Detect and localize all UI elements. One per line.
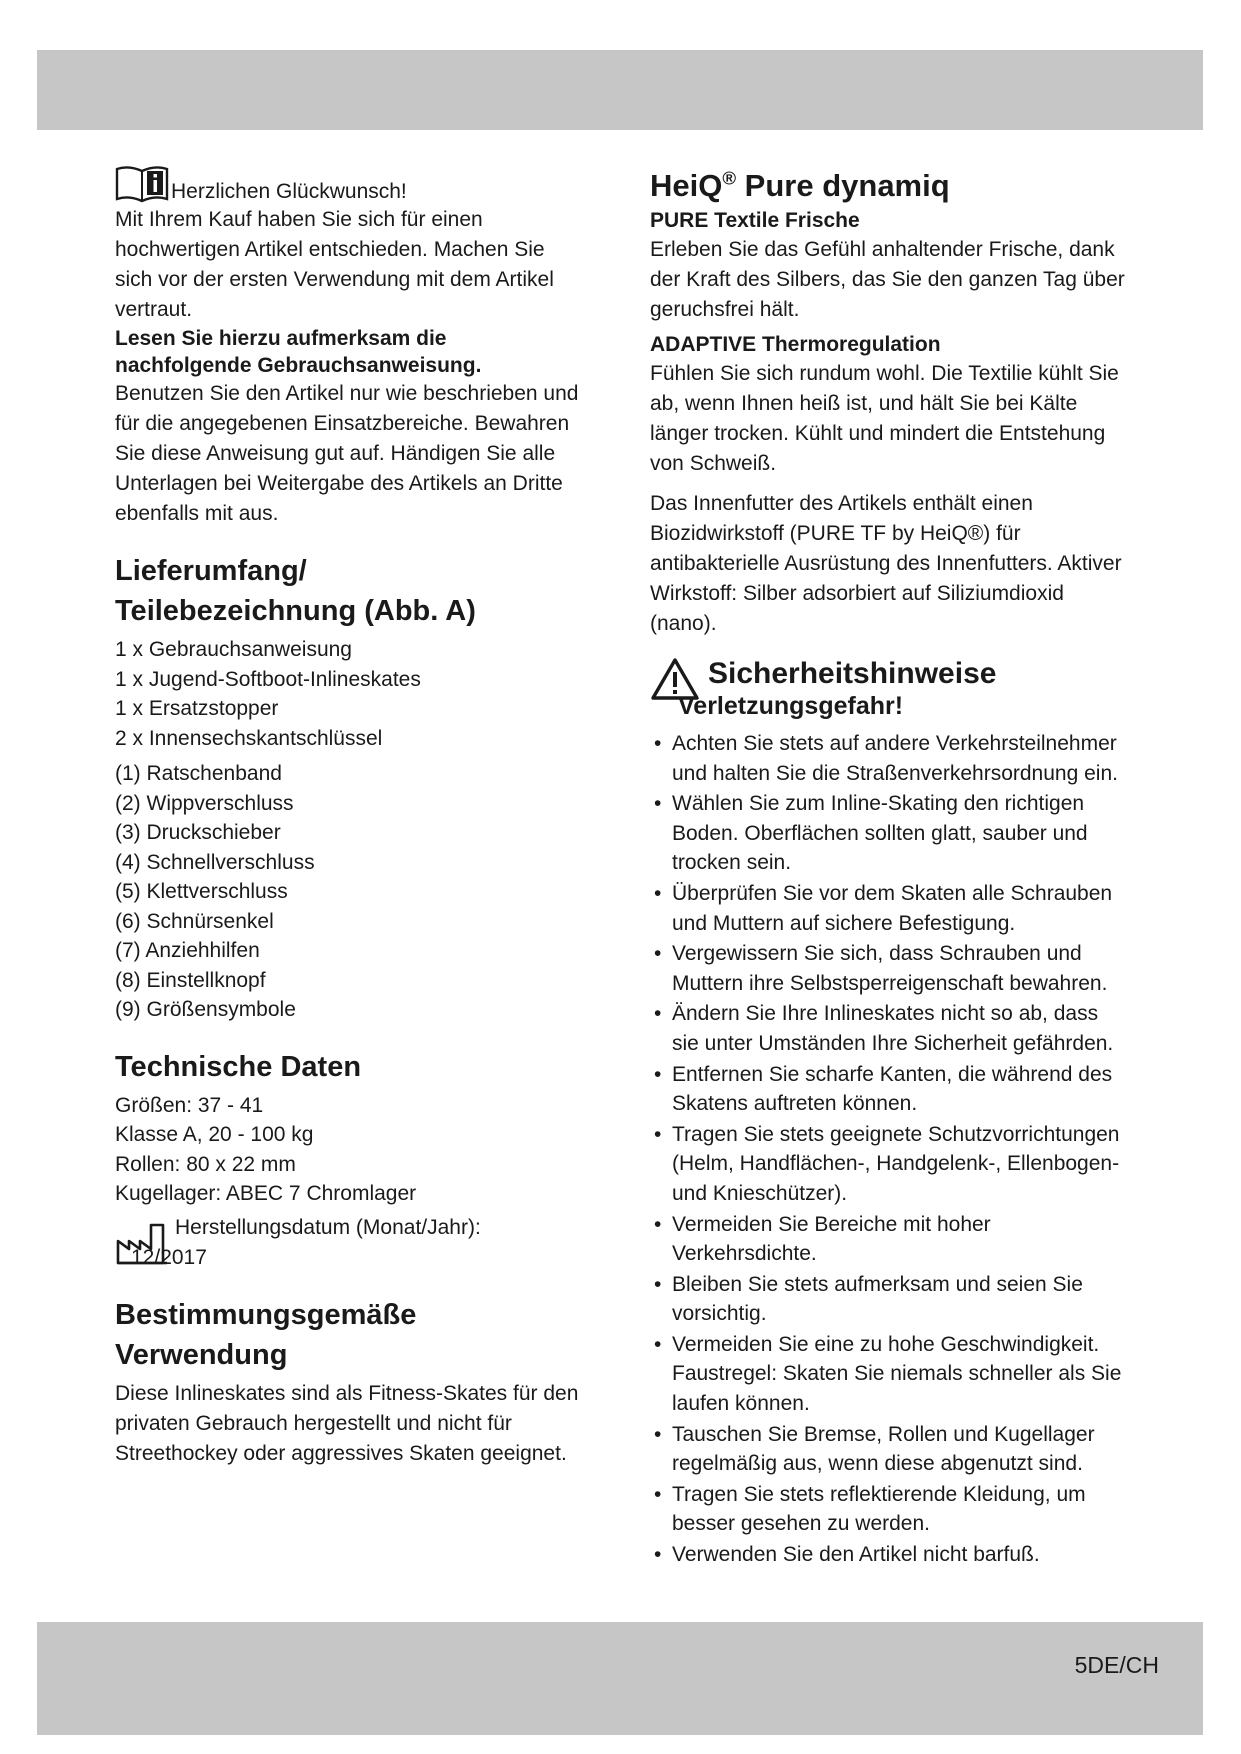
list-item: • Tragen Sie stets reflektierende Kleidung, um besser gesehen zu werden. <box>650 1480 1128 1539</box>
page-number: 5DE/CH <box>1074 1652 1159 1678</box>
intro-bold: Lesen Sie hierzu aufmerksam die nachfolgende Gebrauchsanweisung. <box>115 327 482 377</box>
scope-item: 2 x Innensechskantschlüssel <box>115 726 383 750</box>
list-item: • Tragen Sie stets geeignete Schutzvorrichtungen (Helm, Handflächen-, Handgelenk-, Ellenbogen- und Knieschützer). <box>650 1120 1128 1209</box>
part-item: (9) Größensymbole <box>115 998 296 1021</box>
tech-item: Klasse A, 20 - 100 kg <box>115 1123 314 1146</box>
list-item: • Bleiben Sie stets aufmerksam und seien Sie vorsichtig. <box>650 1270 1128 1329</box>
scope-heading-line-2: Teilebezeichnung (Abb. A) <box>115 595 476 627</box>
pure-text: Erleben Sie das Gefühl anhaltender Frische, dank der Kraft des Silbers, das Sie den ganzen Tag über geruchsfrei hält. <box>650 238 1125 321</box>
footer-band <box>37 1622 1203 1735</box>
safety-subheading: Verletzungsgefahr! <box>678 692 904 720</box>
heiq-brand: HeiQ <box>650 168 723 203</box>
list-item: • Verwenden Sie den Artikel nicht barfuß. <box>650 1540 1128 1570</box>
part-item: (1) Ratschenband <box>115 762 282 785</box>
info-manual-icon <box>115 165 169 205</box>
biocide-text: Das Innenfutter des Artikels enthält einen Biozidwirkstoff (PURE TF by HeiQ®) für antibakterielle Ausrüstung des Innenfutters. Aktiver Wirkstoff: Silber adsorbiert auf Siliziumdioxid (nano). <box>650 492 1122 635</box>
tech-item: Kugellager: ABEC 7 Chromlager <box>115 1182 417 1205</box>
scope-list <box>115 635 585 753</box>
safety-heading: Sicherheitshinweise <box>708 657 997 690</box>
scope-item: 1 x Gebrauchsanweisung <box>115 638 352 661</box>
heiq-heading <box>650 165 1128 207</box>
mfg-label: Herstellungsdatum (Monat/Jahr): <box>175 1215 481 1239</box>
part-item: (4) Schnellverschluss <box>115 850 315 874</box>
list-item: • Vermeiden Sie eine zu hohe Geschwindigkeit. Faustregel: Skaten Sie niemals schneller als Sie laufen können. <box>650 1330 1128 1419</box>
part-item: (3) Druckschieber <box>115 821 281 844</box>
mfg-date: 12/2017 <box>131 1245 207 1269</box>
intro-title: Herzlichen Glückwunsch! <box>171 180 407 203</box>
part-item: (5) Klettverschluss <box>115 880 288 903</box>
tech-item: Rollen: 80 x 22 mm <box>115 1152 296 1176</box>
tech-item: Größen: 37 - 41 <box>115 1093 264 1117</box>
manufacturing-date <box>115 1213 585 1273</box>
use-text: Diese Inlineskates sind als Fitness-Skates für den privaten Gebrauch hergestellt und nicht für Streethockey oder aggressives Skaten geeignet. <box>115 1381 579 1465</box>
part-item: (8) Einstellknopf <box>115 968 266 992</box>
right-column <box>650 165 1128 1571</box>
pure-heading: PURE Textile Frische <box>650 209 860 232</box>
list-item: • Entfernen Sie scharfe Kanten, die während des Skatens auftreten können. <box>650 1060 1128 1119</box>
tech-heading: Technische Daten <box>115 1050 362 1083</box>
part-item: (7) Anziehhilfen <box>115 939 260 962</box>
header-band <box>37 50 1203 130</box>
part-item: (2) Wippverschluss <box>115 791 294 815</box>
safety-heading-row <box>650 657 1128 721</box>
registered-mark: ® <box>722 167 737 189</box>
list-item: • Vermeiden Sie Bereiche mit hoher Verkehrsdichte. <box>650 1210 1128 1269</box>
left-column <box>115 165 585 1469</box>
scope-heading <box>115 551 585 631</box>
tech-list <box>115 1091 585 1209</box>
adaptive-heading: ADAPTIVE Thermoregulation <box>650 333 941 356</box>
scope-item: 1 x Ersatzstopper <box>115 697 279 720</box>
intro-text: Mit Ihrem Kauf haben Sie sich für einen hochwertigen Artikel entschieden. Machen Sie sich vor der ersten Verwendung mit dem Artikel vertraut. <box>115 208 554 321</box>
parts-list <box>115 759 585 1025</box>
intro-title-row <box>115 165 585 205</box>
use-heading-line-1: Bestimmungsgemäße <box>115 1298 417 1331</box>
safety-list <box>650 729 1128 1570</box>
scope-heading-line-1: Lieferumfang/ <box>115 555 307 587</box>
list-item: • Überprüfen Sie vor dem Skaten alle Schrauben und Muttern auf sichere Befestigung. <box>650 879 1128 938</box>
intro-text-2: Benutzen Sie den Artikel nur wie beschrieben und für die angegebenen Einsatzbereiche. Bewahren Sie diese Anweisung gut auf. Händigen Sie alle Unterlagen bei Weitergabe des Artikels an Dritte ebenfalls mit aus. <box>115 382 579 525</box>
adaptive-text: Fühlen Sie sich rundum wohl. Die Textilie kühlt Sie ab, wenn Ihnen heiß ist, und hält Sie bei Kälte länger trocken. Kühlt und mindert die Entstehung von Schweiß. <box>650 362 1119 475</box>
list-item: • Wählen Sie zum Inline-Skating den richtigen Boden. Oberflächen sollten glatt, sauber und trocken sein. <box>650 789 1128 878</box>
list-item: • Vergewissern Sie sich, dass Schrauben und Muttern ihre Selbstsperreigenschaft bewahren. <box>650 939 1128 998</box>
list-item: • Tauschen Sie Bremse, Rollen und Kugellager regelmäßig aus, wenn diese abgenutzt sind. <box>650 1420 1128 1479</box>
use-heading-line-2: Verwendung <box>115 1338 288 1371</box>
part-item: (6) Schnürsenkel <box>115 909 274 933</box>
list-item: • Achten Sie stets auf andere Verkehrsteilnehmer und halten Sie die Straßenverkehrsordnung ein. <box>650 729 1128 788</box>
list-item: • Ändern Sie Ihre Inlineskates nicht so ab, dass sie unter Umständen Ihre Sicherheit gefährden. <box>650 999 1128 1058</box>
heiq-heading-rest: Pure dynamiq <box>736 168 950 203</box>
scope-item: 1 x Jugend-Softboot-Inlineskates <box>115 667 421 691</box>
use-heading <box>115 1295 585 1375</box>
